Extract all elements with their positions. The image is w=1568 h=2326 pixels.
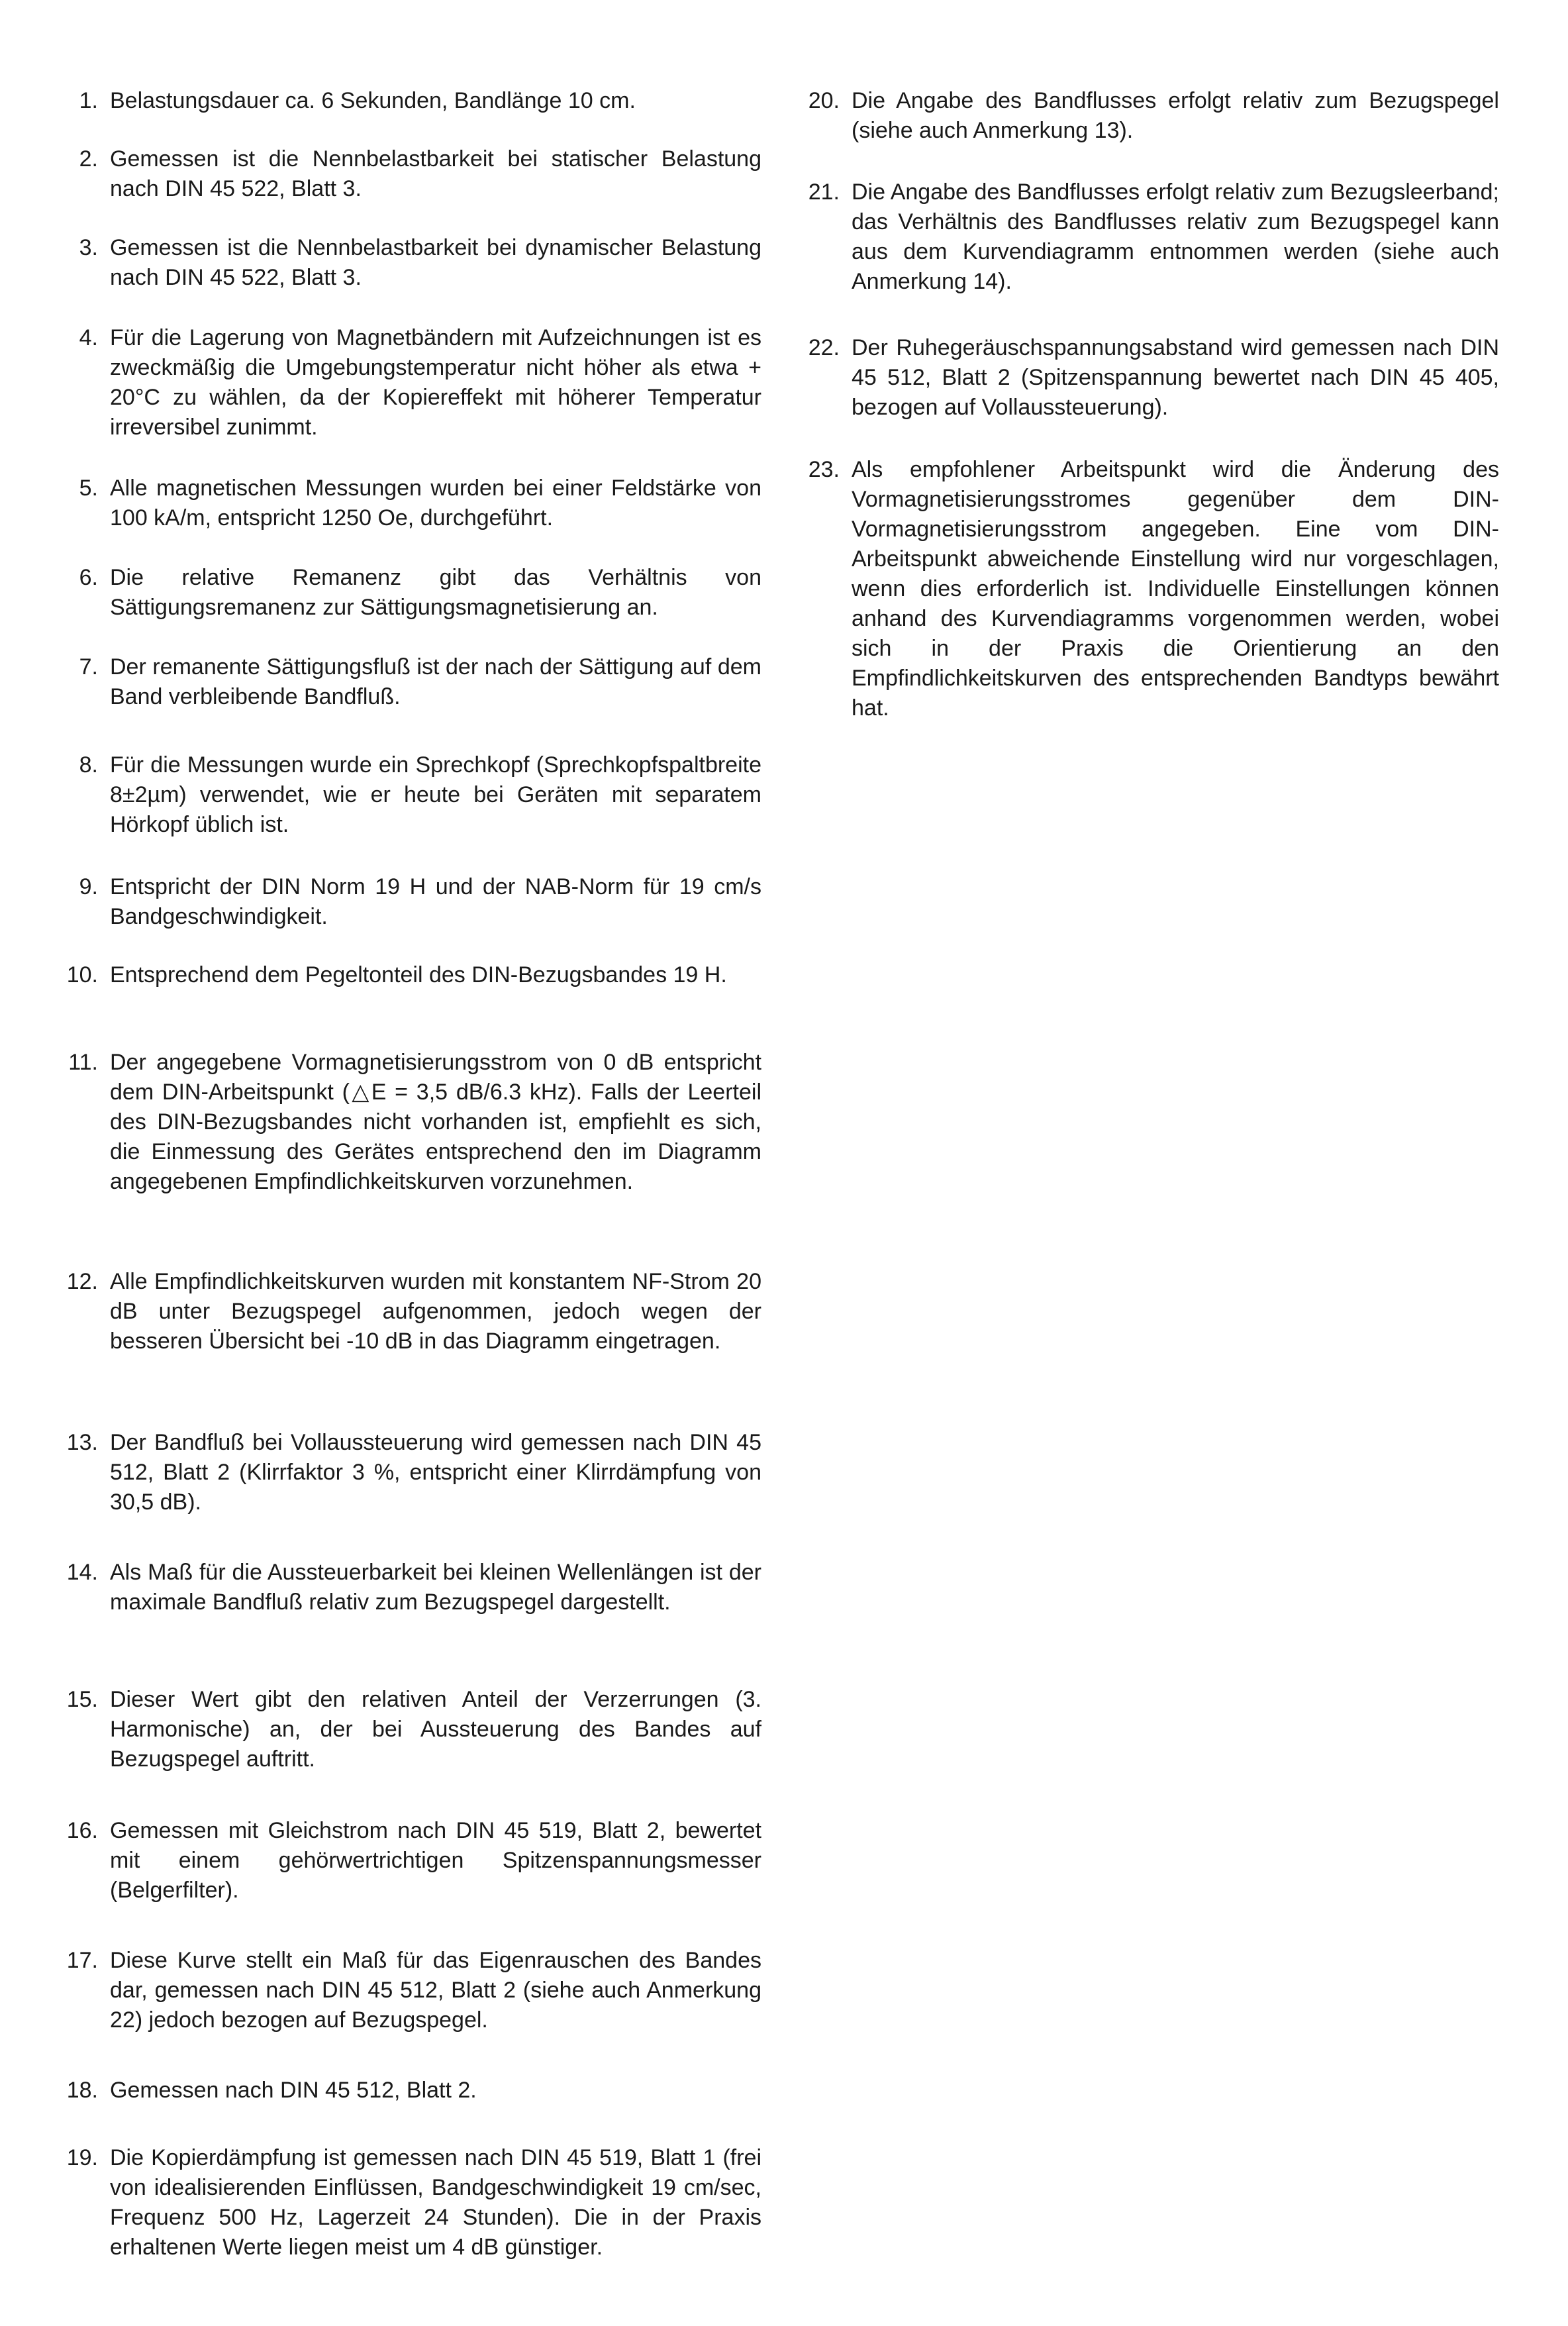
note-number: 1. xyxy=(79,88,98,113)
note-4 xyxy=(52,323,761,442)
note-text: Der Ruhegeräuschspannungsabstand wird gemessen nach DIN 45 512, Blatt 2 (Spitzenspannung bewertet nach DIN 45 405, bezogen auf Vollaussteuerung). xyxy=(852,335,1499,420)
note-23 xyxy=(793,455,1499,723)
note-text: Der angegebene Vormagnetisierungsstrom von 0 dB entspricht dem DIN-Arbeitspunkt (△E = 3,5 dB/6.3 kHz). Falls der Leerteil des DIN-Bezugsbandes nicht vorhanden ist, empfiehlt es sich, die Einmessung des Gerätes entsprechend den im Diagramm angegebenen Empfindlichkeitskurven vorzunehmen. xyxy=(110,1050,761,1194)
note-number: 13. xyxy=(66,1430,98,1455)
note-number: 16. xyxy=(66,1818,98,1843)
note-8 xyxy=(52,750,761,840)
note-number: 17. xyxy=(66,1948,98,1973)
note-number: 3. xyxy=(79,235,98,260)
note-18 xyxy=(52,2076,477,2105)
note-10 xyxy=(52,960,727,990)
note-text: Entsprechend dem Pegeltonteil des DIN-Bezugsbandes 19 H. xyxy=(110,962,727,987)
note-7 xyxy=(52,652,761,712)
note-20 xyxy=(793,86,1499,146)
note-number: 20. xyxy=(808,88,840,113)
note-2 xyxy=(52,144,761,204)
note-number: 21. xyxy=(808,179,840,205)
note-number: 7. xyxy=(79,654,98,680)
note-11 xyxy=(52,1048,761,1197)
note-16 xyxy=(52,1816,761,1905)
note-number: 18. xyxy=(66,2078,98,2103)
note-number: 8. xyxy=(79,752,98,778)
note-text: Gemessen nach DIN 45 512, Blatt 2. xyxy=(110,2078,477,2103)
note-number: 14. xyxy=(66,1560,98,1585)
note-number: 4. xyxy=(79,325,98,350)
note-text: Die Angabe des Bandflusses erfolgt relativ zum Bezugspegel (siehe auch Anmerkung 13). xyxy=(852,88,1499,143)
note-text: Die Kopierdämpfung ist gemessen nach DIN 45 519, Blatt 1 (frei von idealisierenden Einflüssen, Bandgeschwindigkeit 19 cm/sec, Frequenz 500 Hz, Lagerzeit 24 Stunden). Die in der Praxis erhaltenen Werte liegen meist um 4 dB günstiger. xyxy=(110,2145,761,2260)
note-5 xyxy=(52,474,761,533)
note-12 xyxy=(52,1267,761,1356)
note-number: 19. xyxy=(66,2145,98,2170)
note-text: Als Maß für die Aussteuerbarkeit bei kleinen Wellenlängen ist der maximale Bandfluß relativ zum Bezugspegel dargestellt. xyxy=(110,1560,761,1615)
note-text: Die Angabe des Bandflusses erfolgt relativ zum Bezugsleerband; das Verhältnis des Bandflusses relativ zum Bezugspegel kann aus dem Kurvendiagramm entnommen werden (siehe auch Anmerkung 14). xyxy=(852,179,1499,294)
note-text: Gemessen ist die Nennbelastbarkeit bei dynamischer Belastung nach DIN 45 522, Blatt 3. xyxy=(110,235,761,290)
note-1 xyxy=(52,86,636,116)
note-number: 9. xyxy=(79,874,98,899)
note-text: Gemessen mit Gleichstrom nach DIN 45 519, Blatt 2, bewertet mit einem gehörwertrichtigen Spitzenspannungsmesser (Belgerfilter). xyxy=(110,1818,761,1903)
note-13 xyxy=(52,1428,761,1517)
note-number: 10. xyxy=(66,962,98,987)
note-14 xyxy=(52,1558,761,1617)
note-text: Gemessen ist die Nennbelastbarkeit bei statischer Belastung nach DIN 45 522, Blatt 3. xyxy=(110,146,761,201)
note-text: Die relative Remanenz gibt das Verhältnis von Sättigungsremanenz zur Sättigungsmagnetisierung an. xyxy=(110,565,761,620)
note-text: Belastungsdauer ca. 6 Sekunden, Bandlänge 10 cm. xyxy=(110,88,636,113)
note-text: Dieser Wert gibt den relativen Anteil der Verzerrungen (3. Harmonische) an, der bei Aussteuerung des Bandes auf Bezugspegel auftritt. xyxy=(110,1687,761,1772)
note-6 xyxy=(52,563,761,623)
note-text: Alle magnetischen Messungen wurden bei einer Feldstärke von 100 kA/m, entspricht 1250 Oe, durchgeführt. xyxy=(110,476,761,531)
note-22 xyxy=(793,333,1499,423)
note-text: Entspricht der DIN Norm 19 H und der NAB-Norm für 19 cm/s Bandgeschwindigkeit. xyxy=(110,874,761,929)
note-text: Der remanente Sättigungsfluß ist der nach der Sättigung auf dem Band verbleibende Bandfluß. xyxy=(110,654,761,709)
note-text: Der Bandfluß bei Vollaussteuerung wird gemessen nach DIN 45 512, Blatt 2 (Klirrfaktor 3 %, entspricht einer Klirrdämpfung von 30,5 dB). xyxy=(110,1430,761,1515)
note-text: Alle Empfindlichkeitskurven wurden mit konstantem NF-Strom 20 dB unter Bezugspegel aufgenommen, jedoch wegen der besseren Übersicht bei -10 dB in das Diagramm eingetragen. xyxy=(110,1269,761,1354)
note-number: 2. xyxy=(79,146,98,172)
note-number: 12. xyxy=(66,1269,98,1294)
note-number: 6. xyxy=(79,565,98,590)
note-text: Diese Kurve stellt ein Maß für das Eigenrauschen des Bandes dar, gemessen nach DIN 45 512, Blatt 2 (siehe auch Anmerkung 22) jedoch bezogen auf Bezugspegel. xyxy=(110,1948,761,2033)
note-text: Als empfohlener Arbeitspunkt wird die Änderung des Vormagnetisierungsstromes gegenüber dem DIN-Vormagnetisierungsstrom angegeben. Eine vom DIN-Arbeitspunkt abweichende Einstellung wird nur vorgeschlagen, wenn dies erforderlich ist. Individuelle Einstellungen können anhand des Kurvendiagramms vorgenommen werden, wobei sich in der Praxis die Orientierung an den Empfindlichkeitskurven des entsprechenden Bandtyps bewährt hat. xyxy=(852,457,1499,721)
note-19 xyxy=(52,2143,761,2262)
note-number: 23. xyxy=(808,457,840,482)
note-number: 5. xyxy=(79,476,98,501)
note-21 xyxy=(793,177,1499,297)
note-number: 22. xyxy=(808,335,840,360)
note-number: 11. xyxy=(68,1050,98,1075)
note-15 xyxy=(52,1685,761,1774)
note-9 xyxy=(52,872,761,932)
note-text: Für die Messungen wurde ein Sprechkopf (Sprechkopfspaltbreite 8±2µm) verwendet, wie er heute bei Geräten mit separatem Hörkopf üblich ist. xyxy=(110,752,761,837)
note-17 xyxy=(52,1946,761,2035)
note-number: 15. xyxy=(66,1687,98,1712)
note-3 xyxy=(52,233,761,293)
note-text: Für die Lagerung von Magnetbändern mit Aufzeichnungen ist es zweckmäßig die Umgebungstemperatur nicht höher als etwa + 20°C zu wählen, da der Kopiereffekt mit höherer Temperatur irreversibel zunimmt. xyxy=(110,325,761,440)
